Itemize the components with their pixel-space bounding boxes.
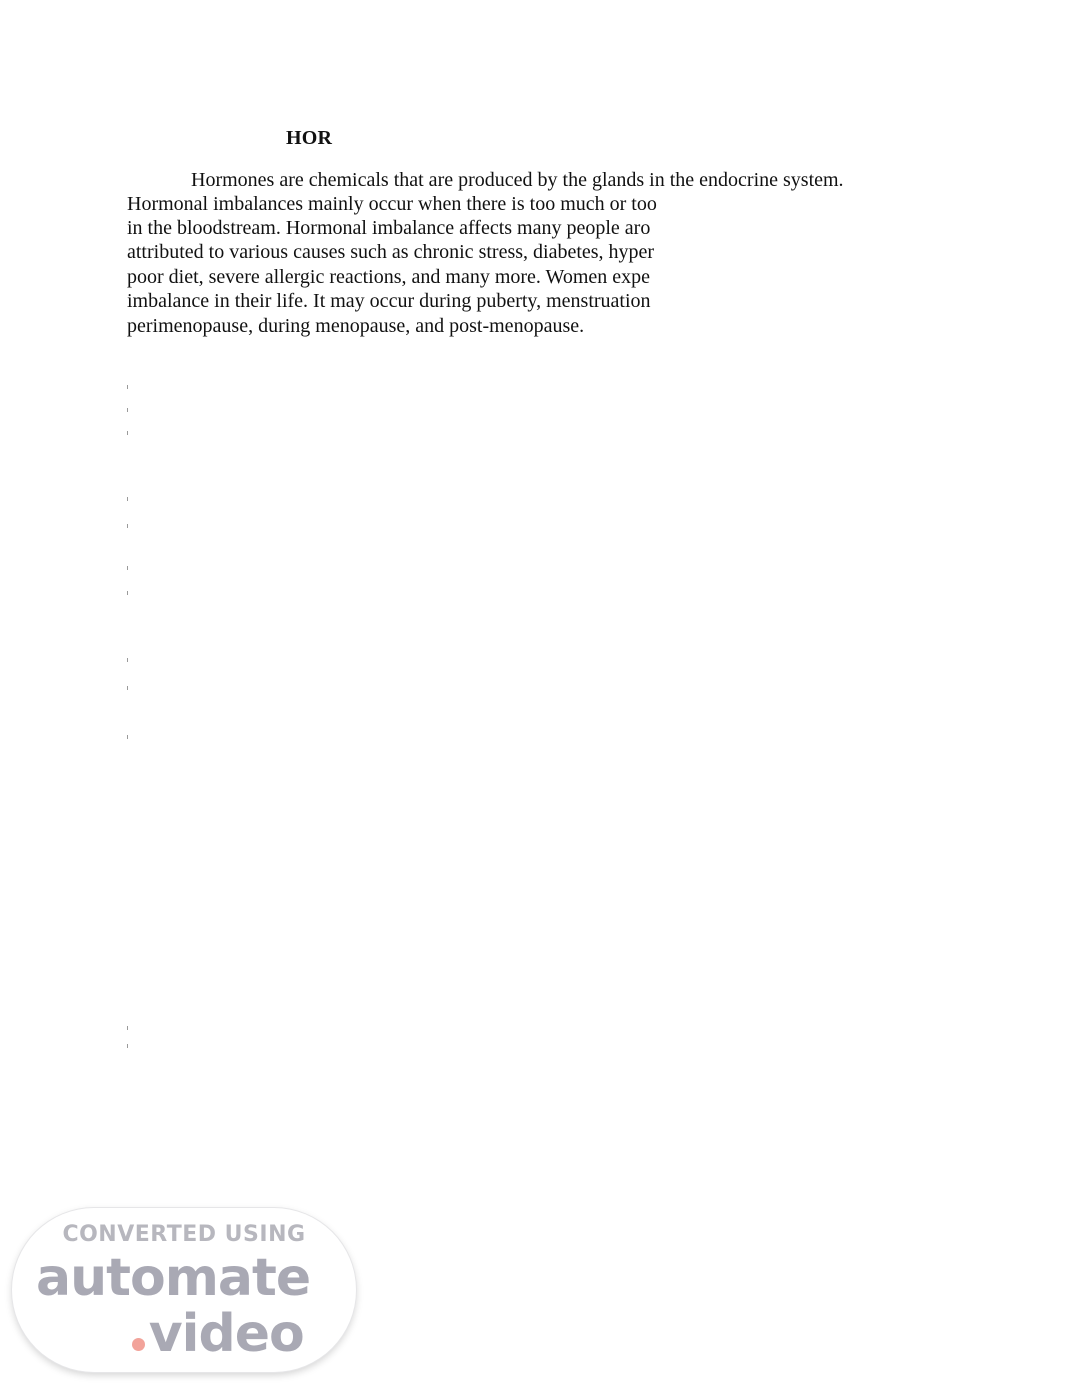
margin-mark	[127, 524, 128, 528]
watermark-logo-suffix: video	[148, 1304, 304, 1364]
margin-mark	[127, 431, 128, 435]
margin-mark	[127, 408, 128, 412]
margin-mark	[127, 1044, 128, 1048]
watermark-logo-word: automate	[36, 1248, 311, 1308]
paragraph-line-5: poor diet, severe allergic reactions, and many more. Women expe	[127, 266, 651, 288]
watermark-badge	[12, 1208, 356, 1372]
paragraph-line-7: perimenopause, during menopause, and post-menopause.	[127, 315, 585, 337]
watermark-dot-icon	[132, 1338, 145, 1351]
paragraph-line-4: attributed to various causes such as chronic stress, diabetes, hyper	[127, 241, 655, 263]
margin-mark	[127, 591, 128, 595]
paragraph-line-1: Hormones are chemicals that are produced by the glands in the endocrine system.	[191, 169, 844, 191]
document-heading: HOR	[286, 127, 333, 149]
margin-mark	[127, 686, 128, 690]
margin-mark	[127, 497, 128, 501]
margin-mark	[127, 1026, 128, 1030]
margin-mark	[127, 735, 128, 739]
paragraph-line-3: in the bloodstream. Hormonal imbalance affects many people aro	[127, 217, 651, 239]
paragraph-line-2: Hormonal imbalances mainly occur when there is too much or too	[127, 193, 657, 215]
margin-mark	[127, 658, 128, 662]
watermark-caption: CONVERTED USING	[62, 1222, 306, 1247]
paragraph-line-6: imbalance in their life. It may occur during puberty, menstruation	[127, 290, 651, 312]
margin-mark	[127, 385, 128, 389]
margin-mark	[127, 566, 128, 570]
